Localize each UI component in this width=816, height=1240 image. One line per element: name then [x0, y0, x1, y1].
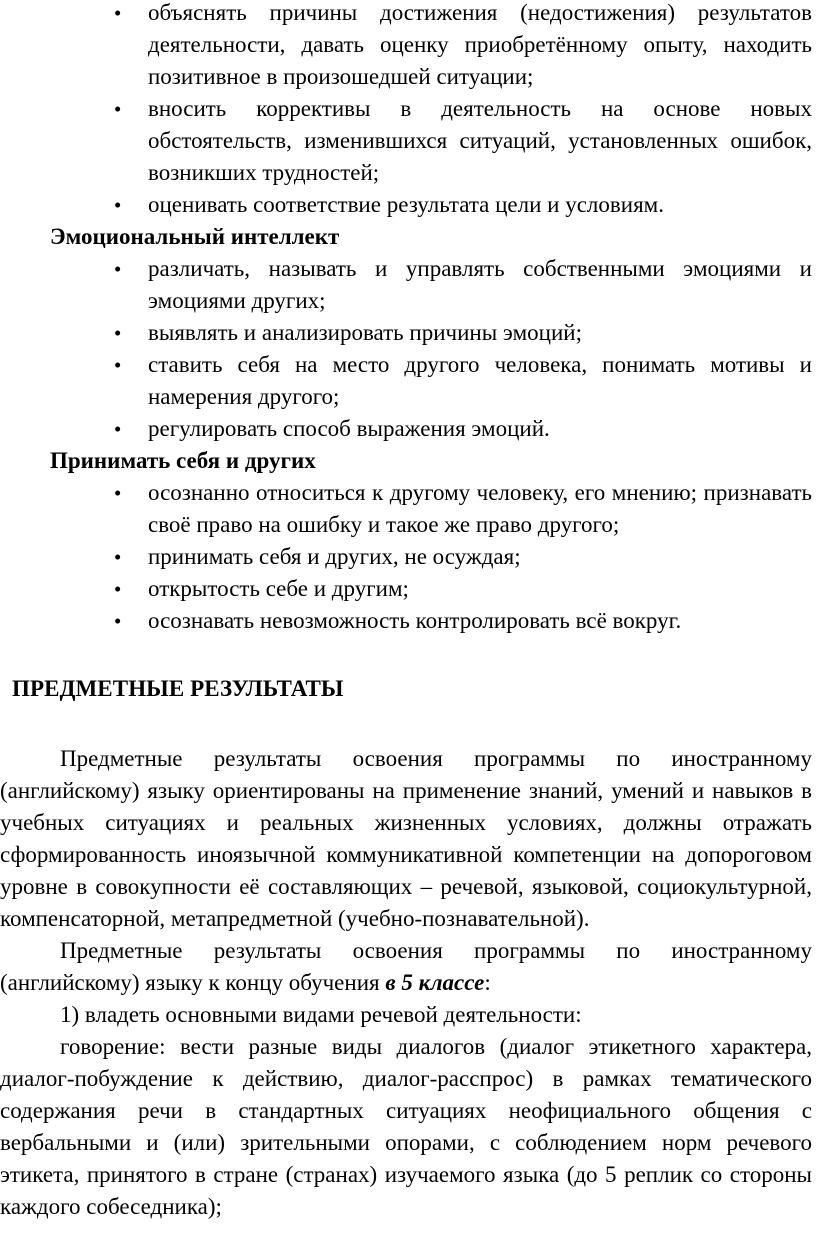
subheading-accept-self-and-others: Принимать себя и других — [50, 448, 316, 473]
list-item: • регулировать способ выражения эмоций. — [148, 413, 812, 445]
paragraph-speaking: говорение: вести разные виды диалогов (диалог этикетного характера, диалог-побуждение к действию, диалог-расспрос) в рамках тематического содержания речи в стандартных ситуациях неофициального общения с вербальными и (или) зрительными опорами, с соблюдением норм речевого этикета, принятого в стране (странах) изучаемого языка (до 5 реплик со стороны каждого собеседника); — [0, 1034, 812, 1219]
list-item: • вносить коррективы в деятельность на основе новых обстоятельств, изменившихся ситуаций, установленных ошибок, возникших трудностей; — [148, 93, 812, 189]
list-item: • выявлять и анализировать причины эмоций; — [148, 317, 812, 349]
paragraph-grade-5-results — [0, 935, 812, 999]
list-item: • различать, называть и управлять собственными эмоциями и эмоциями других; — [148, 253, 812, 317]
paragraph-text: Предметные результаты освоения программы по иностранному (английскому) языку к концу обучения — [0, 938, 812, 995]
list-item: • осознавать невозможность контролировать всё вокруг. — [148, 605, 812, 637]
list-item: • принимать себя и других, не осуждая; — [148, 541, 812, 573]
list-item: • осознанно относиться к другому человеку, его мнению; признавать своё право на ошибку и такое же право другого; — [148, 477, 812, 541]
list-item: • оценивать соответствие результата цели и условиям. — [148, 189, 812, 221]
subheading-emotional-intelligence: Эмоциональный интеллект — [50, 224, 340, 249]
bullet-list-emotional — [0, 253, 816, 445]
paragraph-speech-activities: 1) владеть основными видами речевой деятельности: — [60, 1002, 582, 1027]
emphasis-grade-5: в 5 классе — [385, 970, 485, 995]
list-item: • объяснять причины достижения (недостижения) результатов деятельности, давать оценку приобретённому опыту, находить позитивное в произошедшей ситуации; — [148, 0, 812, 93]
paragraph-colon: : — [484, 970, 491, 995]
bullet-list-regulation — [0, 0, 816, 221]
bullet-list-accept — [0, 477, 816, 637]
paragraph-subject-results-intro: Предметные результаты освоения программы по иностранному (английскому) языку ориентированы на применение знаний, умений и навыков в учебных ситуациях и реальных жизненных условиях, должны отражать сформированность иноязычной коммуникативной компетенции на допороговом уровне в совокупности её составляющих – речевой, языковой, социокультурной, компенсаторной, метапредметной (учебно-познавательной). — [0, 746, 812, 931]
list-item: • открытость себе и другим; — [148, 573, 812, 605]
section-heading-subject-results: ПРЕДМЕТНЫЕ РЕЗУЛЬТАТЫ — [12, 676, 344, 701]
list-item: • ставить себя на место другого человека, понимать мотивы и намерения другого; — [148, 349, 812, 413]
